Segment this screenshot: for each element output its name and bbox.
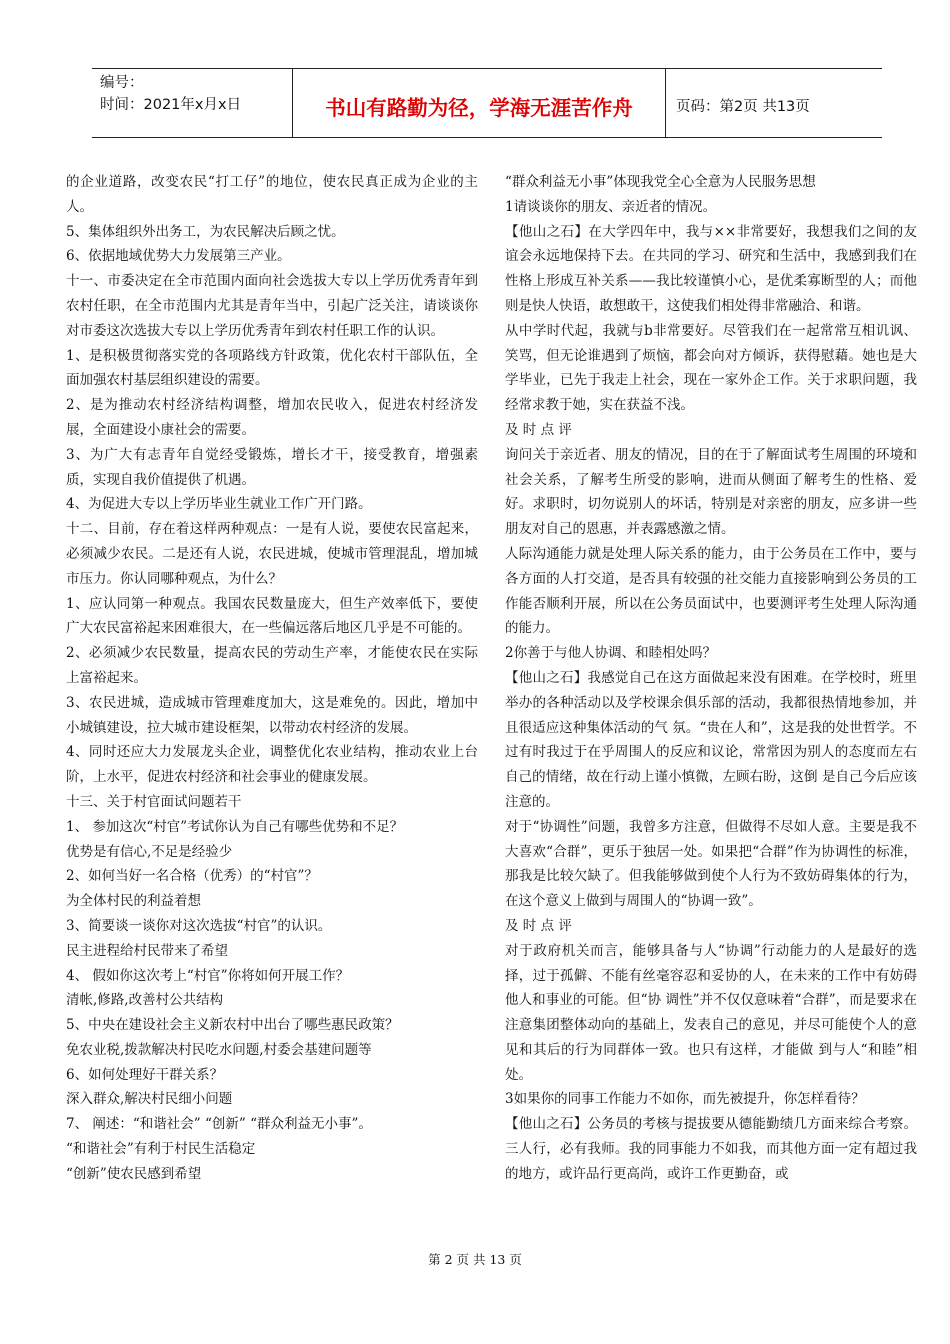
paragraph: 3、为广大有志青年自觉经受锻炼，增长才干，接受教育，增强素质，实现自我价值提供了机遇。 [66,446,478,488]
paragraph: 十二、目前，存在着这样两种观点：一是有人说，要使农民富起来，必须减少农民。二是还有人说，农民进城，使城市管理混乱，增加城市压力。你认同哪种观点，为什么？ [66,521,478,587]
paragraph: “和谐社会”有利于村民生活稳定 [66,1141,256,1158]
paragraph: 1请谈谈你的朋友、亲近者的情况。 [505,198,717,215]
paragraph: 3、农民进城，造成城市管理难度加大，这是难免的。因此，增加中小城镇建设，拉大城市建设框架，以带动农村经济的发展。 [66,694,478,736]
header-page-info: 页码：第2页 共13页 [676,99,810,115]
paragraph: 1、是积极贯彻落实党的各项路线方针政策，优化农村干部队伍，全面加强农村基层组织建设的需要。 [66,347,478,389]
paragraph: 2、如何当好一名合格（优秀）的“村官”？ [66,868,318,885]
paragraph: 对于“协调性”问题，我曾多方注意，但做得不尽如人意。主要是我不大喜欢“合群”，更乐于独居一处。如果把“合群”作为协调性的标准，那我是比较欠缺了。但我能够做到使个人行为不致妨碍集体的行为，在这个意义上做到与周围人的“协调一致”。 [505,818,917,910]
paragraph: 【他山之石】我感觉自己在这方面做起来没有困难。在学校时，班里举办的各种活动以及学校课余俱乐部的活动，我都很热情地参加，并且很适应这种集体活动的气 氛。“贵在人和”，这是我的处世哲学。不过有时我过于在乎周围人的反应和议论，常常因为别人的态度而左右自己的情绪，故在行动上谨小慎微，左顾右盼，这倒 是自己今后应该注意的。 [505,669,917,810]
document-number-label: 编号： [100,75,144,91]
paragraph: 十一、市委决定在全市范围内面向社会选拔大专以上学历优秀青年到农村任职，在全市范围内尤其是青年当中，引起广泛关注，请谈谈你对市委这次选拔大专以上学历优秀青年到农村任职工作的认识。 [66,273,478,339]
paragraph: 免农业税,拨款解决村民吃水问题,村委会基建问题等 [66,1041,372,1058]
paragraph: 2、是为推动农村经济结构调整，增加农民收入，促进农村经济发展，全面建设小康社会的需要。 [66,397,478,438]
page-header [92,68,882,138]
document-time-label: 时间：2021年x月x日 [100,97,242,113]
paragraph: 2你善于与他人协调、和睦相处吗？ [505,645,717,662]
paragraph: 询问关于亲近者、朋友的情况，目的在于了解面试考生周围的环境和社会关系，了解考生所受的影响，进而从侧面了解考生的性格、爱好。求职时，切勿说别人的坏话，特别是对亲密的朋友，应多讲一些朋友对自己的恩惠，并表露感激之情。 [505,446,917,538]
left-text-column [66,170,478,1187]
page-footer: 第 2 页 共 13 页 [428,1252,522,1267]
paragraph: 4、 假如你这次考上“村官”你将如何开展工作？ [66,967,350,984]
header-meta-cell [92,69,292,137]
paragraph: 4、同时还应大力发展龙头企业，调整优化农业结构，推动农业上台阶，上水平，促进农村经济和社会事业的健康发展。 [66,744,478,786]
paragraph: 对于政府机关而言，能够具备与人“协调”行动能力的人是最好的选择，过于孤僻、不能有丝毫容忍和妥协的人，在未来的工作中有妨碍他人和事业的可能。但“协 调性”并不仅仅意味着“合群”，而是要求在注意集团整体动向的基础上，发表自己的意见，并尽可能使个人的意见和其后的行为同群体一致。也只有这样，才能做 到与人“和睦”相处。 [505,942,917,1083]
header-motto-cell [292,69,666,137]
paragraph: 十三、关于村官面试问题若干 [66,793,242,810]
paragraph: 优势是有信心,不足是经验少 [66,843,233,860]
paragraph: 5、中央在建设社会主义新农村中出台了哪些惠民政策？ [66,1017,399,1034]
paragraph: 及 时 点 评 [505,421,572,438]
paragraph: 2、必须减少农民数量，提高农民的劳动生产率，才能使农民在实际上富裕起来。 [66,645,478,686]
paragraph: 5、集体组织外出务工，为农民解决后顾之忧。 [66,223,345,240]
paragraph: 7、 阐述：“和谐社会” “创新” “群众利益无小事”。 [66,1116,372,1133]
paragraph: 为全体村民的利益着想 [66,893,201,910]
paragraph: 4、为促进大专以上学历毕业生就业工作广开门路。 [66,496,372,513]
header-page-cell [666,69,882,137]
paragraph: 3、简要谈一谈你对这次选拔“村官”的认识。 [66,917,332,934]
paragraph: 民主进程给村民带来了希望 [66,942,228,959]
paragraph: 深入群众,解决村民细小问题 [66,1091,233,1108]
paragraph: 6、依据地域优势大力发展第三产业。 [66,248,291,265]
paragraph: 从中学时代起，我就与b非常要好。尽管我们在一起常常互相讥讽、笑骂，但无论谁遇到了烦恼，都会向对方倾诉，获得慰藉。她也是大学毕业，已先于我走上社会，现在一家外企工作。关于求职问题，我经常求教于她，实在获益不浅。 [505,322,917,414]
paragraph: “创新”使农民感到希望 [66,1165,202,1182]
paragraph: 人际沟通能力就是处理人际关系的能力，由于公务员在工作中，要与各方面的人打交道，是否具有较强的社交能力直接影响到公务员的工作能否顺利开展，所以在公务员面试中，也要测评考生处理人际沟通的能力。 [505,545,917,637]
paragraph: 3如果你的同事工作能力不如你，而先被提升，你怎样看待？ [505,1091,865,1108]
paragraph: 【他山之石】在大学四年中，我与××非常要好，我想我们之间的友谊会永远地保持下去。在共同的学习、研究和生活中，我感到我们在性格上形成互补关系——我比较谨慎小心，是优柔寡断型的人；而他则是快人快语，敢想敢干，这使我们相处得非常融洽、和谐。 [505,223,917,314]
paragraph: 【他山之石】公务员的考核与提拔要从德能勤绩几方面来综合考察。三人行，必有我师。我的同事能力不如我，而其他方面一定有超过我的地方，或许品行更高尚，或许工作更勤奋，或 [505,1116,917,1182]
paragraph: 1、应认同第一种观点。我国农民数量庞大，但生产效率低下，要使广大农民富裕起来困难很大，在一些偏远落后地区几乎是不可能的。 [66,595,478,637]
paragraph: 及 时 点 评 [505,917,572,934]
paragraph: 6、如何处理好干群关系？ [66,1066,224,1083]
header-motto: 书山有路勤为径，学海无涯苦作舟 [325,96,633,120]
paragraph: 的企业道路，改变农民“打工仔”的地位，使农民真正成为企业的主人。 [66,174,478,215]
paragraph: “群众利益无小事”体现我党全心全意为人民服务思想 [505,174,816,190]
right-text-column [505,170,917,1187]
paragraph: 1、 参加这次“村官”考试你认为自己有哪些优势和不足？ [66,818,404,835]
paragraph: 清帐,修路,改善村公共结构 [66,992,224,1009]
